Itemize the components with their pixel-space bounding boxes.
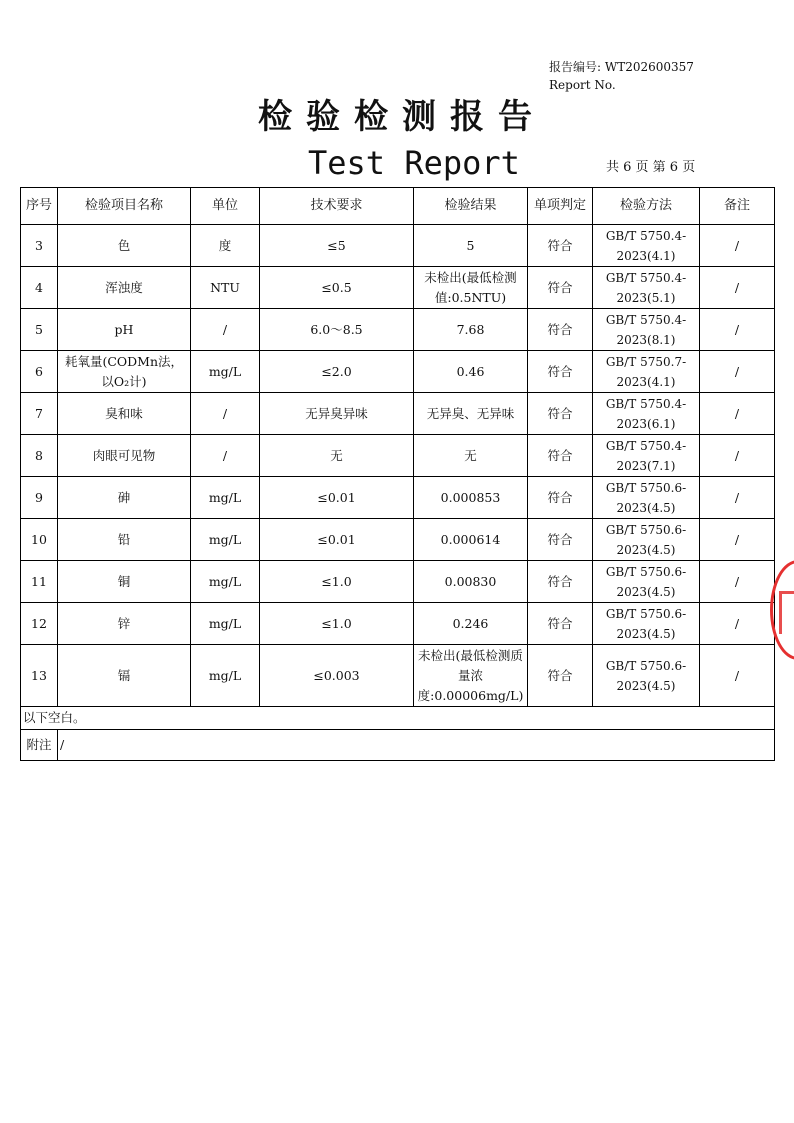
cell-result: 未检出(最低检测值:0.5NTU) [414,267,528,309]
cell-unit: NTU [191,267,260,309]
cell-row-number: 8 [21,435,58,477]
cell-verdict: 符合 [528,309,593,351]
cell-verdict: 符合 [528,477,593,519]
report-number-cn: 报告编号: WT202600357 [549,60,694,74]
cell-result: 无 [414,435,528,477]
cell-note: / [700,393,775,435]
cell-row-number: 13 [21,645,58,707]
cell-result: 无异臭、无异味 [414,393,528,435]
table-header-row [21,188,775,225]
column-header: 单项判定 [528,188,593,225]
column-header: 检验结果 [414,188,528,225]
cell-method: GB/T 5750.6-2023(4.5) [593,561,700,603]
cell-row-number: 9 [21,477,58,519]
cell-unit: 度 [191,225,260,267]
table-row [21,351,775,393]
cell-requirement: ≤2.0 [260,351,414,393]
cell-item-name: 臭和味 [58,393,191,435]
table-row [21,645,775,707]
cell-method: GB/T 5750.4-2023(8.1) [593,309,700,351]
table-row [21,309,775,351]
cell-unit: mg/L [191,561,260,603]
cell-row-number: 6 [21,351,58,393]
cell-row-number: 7 [21,393,58,435]
table-row [21,435,775,477]
table-row [21,477,775,519]
cell-requirement: ≤0.003 [260,645,414,707]
cell-row-number: 11 [21,561,58,603]
report-number-block [549,58,694,94]
cell-verdict: 符合 [528,351,593,393]
cell-note: / [700,645,775,707]
cell-unit: mg/L [191,645,260,707]
cell-item-name: 锌 [58,603,191,645]
cell-requirement: 无异臭异味 [260,393,414,435]
table-row [21,519,775,561]
table-row [21,603,775,645]
cell-requirement: ≤0.01 [260,477,414,519]
cell-item-name: 镉 [58,645,191,707]
cell-unit: / [191,309,260,351]
cell-method: GB/T 5750.6-2023(4.5) [593,645,700,707]
test-results-table [20,187,775,761]
cell-item-name: 浑浊度 [58,267,191,309]
cell-note: / [700,477,775,519]
column-header: 备注 [700,188,775,225]
cell-note: / [700,309,775,351]
column-header: 单位 [191,188,260,225]
cell-method: GB/T 5750.4-2023(5.1) [593,267,700,309]
cell-result: 7.68 [414,309,528,351]
table-row [21,225,775,267]
cell-method: GB/T 5750.6-2023(4.5) [593,519,700,561]
cell-unit: mg/L [191,519,260,561]
cell-result: 未检出(最低检测质量浓度:0.00006mg/L) [414,645,528,707]
table-row [21,561,775,603]
cell-unit: mg/L [191,351,260,393]
cell-requirement: ≤0.5 [260,267,414,309]
cell-note: / [700,435,775,477]
column-header: 序号 [21,188,58,225]
column-header: 技术要求 [260,188,414,225]
footer-note-row [21,707,775,730]
report-number-en: Report No. [549,78,616,92]
cell-verdict: 符合 [528,645,593,707]
column-header: 检验项目名称 [58,188,191,225]
cell-row-number: 4 [21,267,58,309]
cell-method: GB/T 5750.7-2023(4.1) [593,351,700,393]
cell-item-name: 耗氧量(CODMn法，以O₂计) [58,351,191,393]
cell-verdict: 符合 [528,603,593,645]
cell-method: GB/T 5750.6-2023(4.5) [593,477,700,519]
cell-unit: mg/L [191,477,260,519]
cell-verdict: 符合 [528,435,593,477]
appendix-label: 附注 [21,730,58,761]
appendix-row [21,730,775,761]
cell-verdict: 符合 [528,519,593,561]
cell-method: GB/T 5750.4-2023(7.1) [593,435,700,477]
column-header: 检验方法 [593,188,700,225]
cell-method: GB/T 5750.4-2023(6.1) [593,393,700,435]
table-row [21,393,775,435]
cell-requirement: 无 [260,435,414,477]
cell-note: / [700,561,775,603]
cell-item-name: 色 [58,225,191,267]
cell-row-number: 10 [21,519,58,561]
cell-row-number: 3 [21,225,58,267]
cell-verdict: 符合 [528,561,593,603]
cell-requirement: ≤5 [260,225,414,267]
cell-note: / [700,351,775,393]
cell-result: 5 [414,225,528,267]
cell-item-name: 砷 [58,477,191,519]
cell-method: GB/T 5750.4-2023(4.1) [593,225,700,267]
appendix-value: / [58,730,775,761]
cell-requirement: 6.0～8.5 [260,309,414,351]
cell-row-number: 12 [21,603,58,645]
cell-unit: mg/L [191,603,260,645]
cell-note: / [700,267,775,309]
cell-requirement: ≤1.0 [260,561,414,603]
cell-item-name: pH [58,309,191,351]
cell-item-name: 铅 [58,519,191,561]
cell-requirement: ≤1.0 [260,603,414,645]
cell-note: / [700,603,775,645]
page-count: 共 6 页 第 6 页 [606,160,696,175]
cell-unit: / [191,435,260,477]
cell-result: 0.246 [414,603,528,645]
cell-result: 0.000614 [414,519,528,561]
cell-unit: / [191,393,260,435]
cell-requirement: ≤0.01 [260,519,414,561]
page-title-cn: 检验检测报告 [258,97,546,137]
cell-verdict: 符合 [528,267,593,309]
cell-item-name: 肉眼可见物 [58,435,191,477]
cell-row-number: 5 [21,309,58,351]
footer-note: 以下空白。 [21,707,775,730]
cell-verdict: 符合 [528,225,593,267]
cell-method: GB/T 5750.6-2023(4.5) [593,603,700,645]
cell-item-name: 铜 [58,561,191,603]
cell-note: / [700,519,775,561]
table-row [21,267,775,309]
cell-note: / [700,225,775,267]
cell-result: 0.00830 [414,561,528,603]
cell-result: 0.000853 [414,477,528,519]
cell-result: 0.46 [414,351,528,393]
cell-verdict: 符合 [528,393,593,435]
page-title-en: Test Report [308,144,520,182]
